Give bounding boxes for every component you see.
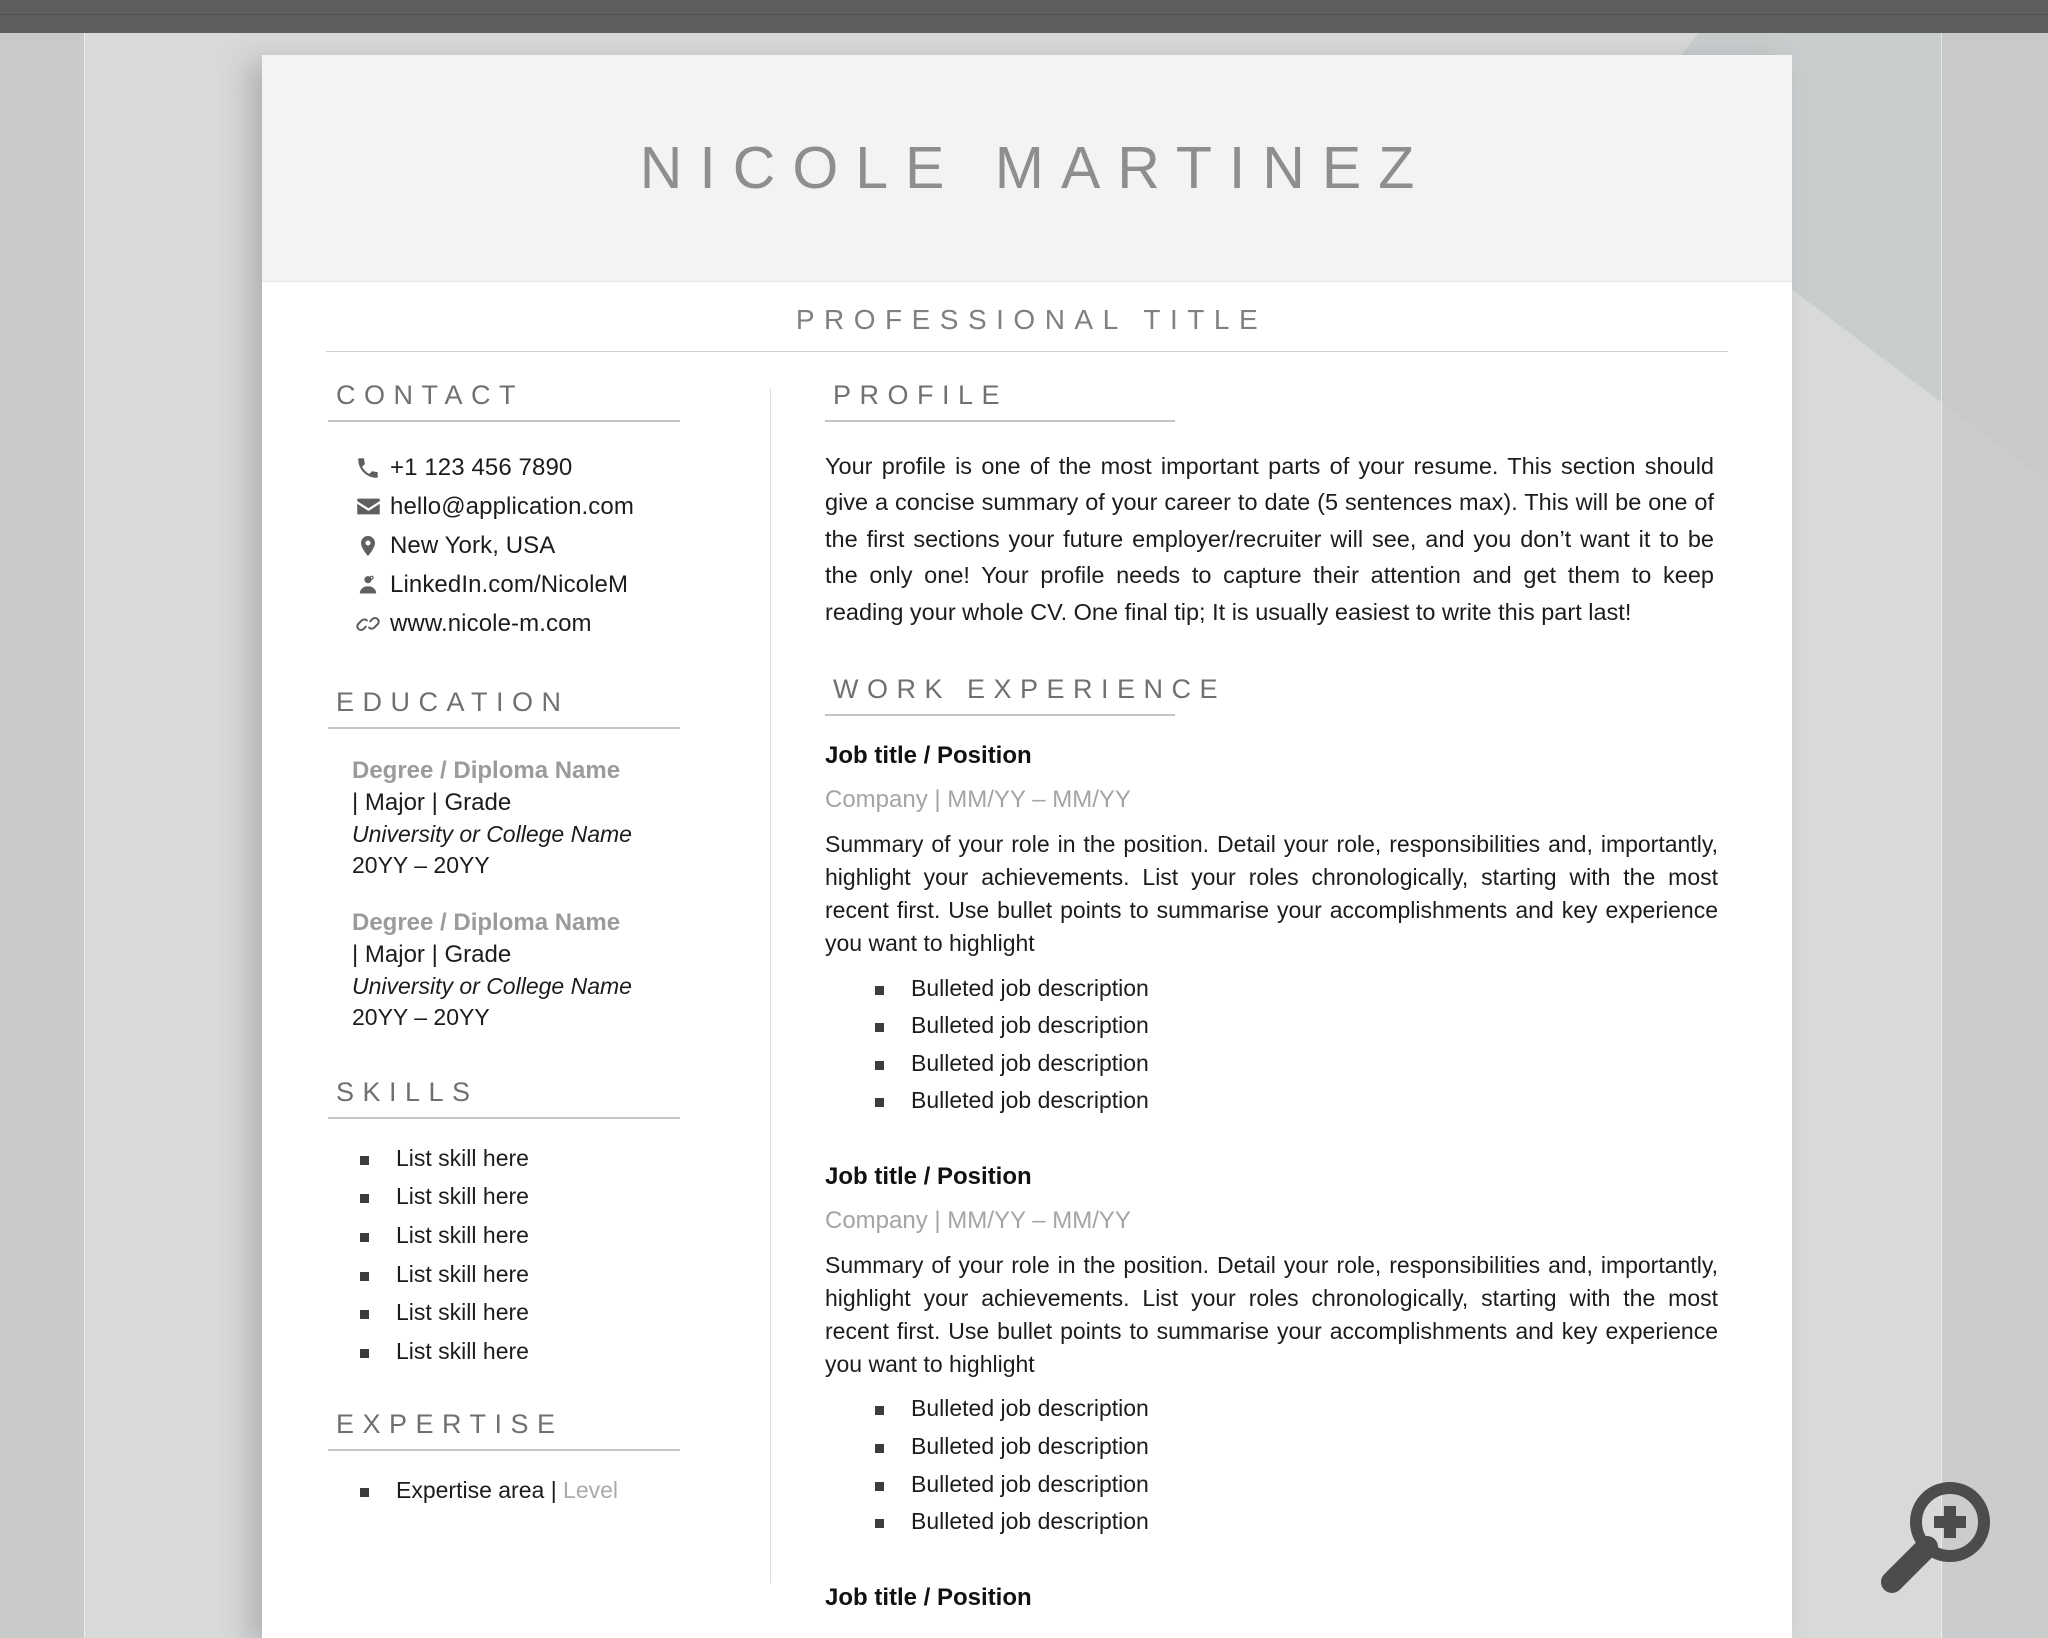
section-heading-contact: CONTACT bbox=[336, 380, 524, 410]
contact-row-email[interactable] bbox=[346, 487, 744, 526]
list-item: List skill here bbox=[338, 1183, 744, 1211]
expertise-area: Expertise area | bbox=[396, 1477, 557, 1504]
envelope-icon bbox=[346, 493, 390, 520]
job-summary: Summary of your role in the position. Detail your role, responsibilities and, importantly, highlight your achievements. List your roles chronologically, starting with the most recent first. Use bullet points to summarise your accomplishments and key experience you want to highlight bbox=[825, 831, 1718, 957]
section-heading-profile: PROFILE bbox=[833, 380, 1009, 410]
education-school: University or College Name bbox=[352, 821, 632, 848]
section-work-experience bbox=[825, 674, 1718, 1612]
top-bar bbox=[0, 0, 2048, 33]
section-heading-work-experience: WORK EXPERIENCE bbox=[833, 674, 1227, 705]
job-bullet-list bbox=[825, 1395, 1718, 1535]
list-item bbox=[338, 1477, 744, 1505]
section-education bbox=[328, 687, 744, 1033]
background-divider-left bbox=[84, 33, 85, 1638]
section-skills bbox=[328, 1077, 744, 1366]
list-item: List skill here bbox=[338, 1261, 744, 1289]
education-item bbox=[328, 907, 744, 1033]
job-title: Job title / Position bbox=[825, 742, 1032, 770]
name-banner bbox=[262, 55, 1792, 282]
education-degree: Degree / Diploma Name bbox=[352, 757, 621, 784]
education-item bbox=[328, 755, 744, 881]
expertise-level: Level bbox=[556, 1477, 619, 1504]
zoom-in-magnifier-icon[interactable] bbox=[1872, 1474, 2000, 1602]
list-item: List skill here bbox=[338, 1338, 744, 1366]
contact-value-linkedin: LinkedIn.com/NicoleM bbox=[390, 570, 629, 598]
list-item: Bulleted job description bbox=[853, 1395, 1718, 1423]
education-school: University or College Name bbox=[352, 973, 632, 1000]
list-item: List skill here bbox=[338, 1222, 744, 1250]
list-item: Bulleted job description bbox=[853, 1508, 1718, 1536]
resume-page bbox=[262, 55, 1792, 1638]
list-item: Bulleted job description bbox=[853, 1087, 1718, 1115]
education-major: | Major | Grade bbox=[352, 789, 512, 817]
list-item: Bulleted job description bbox=[853, 1433, 1718, 1461]
profile-text: Your profile is one of the most important parts of your resume. This section should give a concise summary of your career to date (5 sentences max). This will be one of the first sections your future employer/recruiter will see, and you don’t want it to be the only one! Your profile needs to capture their attention and get them to keep reading your whole CV. One final tip; It is usually easiest to write this part last! bbox=[825, 453, 1714, 625]
contact-row-linkedin[interactable] bbox=[346, 565, 744, 604]
professional-title: PROFESSIONAL TITLE bbox=[795, 304, 1268, 335]
resume-columns bbox=[262, 352, 1792, 1613]
job-company-dates: Company | MM/YY – MM/YY bbox=[825, 1206, 1131, 1234]
list-item: Bulleted job description bbox=[853, 1471, 1718, 1499]
background-divider-right bbox=[1941, 33, 1942, 1638]
contact-row-website[interactable] bbox=[346, 604, 744, 643]
list-item: Bulleted job description bbox=[853, 975, 1718, 1003]
job-title: Job title / Position bbox=[825, 1583, 1032, 1611]
section-contact bbox=[328, 380, 744, 643]
list-item: List skill here bbox=[338, 1145, 744, 1173]
contact-row-location[interactable] bbox=[346, 526, 744, 565]
education-degree: Degree / Diploma Name bbox=[352, 908, 621, 936]
top-bar-seam bbox=[0, 14, 2048, 15]
list-item: Bulleted job description bbox=[853, 1050, 1718, 1078]
list-item: List skill here bbox=[338, 1299, 744, 1327]
job-company-dates: Company | MM/YY – MM/YY bbox=[825, 786, 1131, 814]
section-heading-education: EDUCATION bbox=[336, 687, 570, 717]
sidebar-column bbox=[262, 380, 770, 1613]
job-title: Job title / Position bbox=[825, 1162, 1032, 1190]
skills-list bbox=[328, 1145, 744, 1366]
work-experience-item bbox=[825, 1163, 1718, 1536]
contact-value-phone: +1 123 456 7890 bbox=[390, 453, 573, 481]
section-expertise bbox=[328, 1409, 744, 1505]
contact-row-phone[interactable] bbox=[346, 448, 744, 487]
section-heading-expertise: EXPERTISE bbox=[336, 1409, 564, 1440]
main-column bbox=[771, 380, 1792, 1613]
work-experience-item bbox=[825, 742, 1718, 1115]
contact-list bbox=[328, 448, 744, 643]
contact-value-email: hello@application.com bbox=[390, 492, 634, 520]
person-icon bbox=[346, 572, 390, 597]
phone-icon bbox=[346, 455, 390, 481]
map-pin-icon bbox=[346, 533, 390, 559]
contact-value-website: www.nicole-m.com bbox=[390, 609, 592, 637]
list-item: Bulleted job description bbox=[853, 1012, 1718, 1040]
professional-title-block bbox=[262, 282, 1792, 352]
section-profile bbox=[825, 380, 1718, 630]
education-dates: 20YY – 20YY bbox=[352, 852, 490, 879]
page-title: NICOLE MARTINEZ bbox=[639, 135, 1432, 201]
job-bullet-list bbox=[825, 975, 1718, 1115]
background-left-strip bbox=[0, 33, 84, 1638]
link-icon bbox=[346, 611, 390, 637]
job-summary: Summary of your role in the position. Detail your role, responsibilities and, importantly, highlight your achievements. List your roles chronologically, starting with the most recent first. Use bullet points to summarise your accomplishments and key experience you want to highlight bbox=[825, 1251, 1718, 1378]
section-heading-skills: SKILLS bbox=[336, 1076, 479, 1107]
education-dates: 20YY – 20YY bbox=[352, 1004, 490, 1031]
expertise-list bbox=[328, 1477, 744, 1505]
work-experience-item bbox=[825, 1584, 1718, 1612]
contact-value-location: New York, USA bbox=[390, 531, 556, 559]
education-major: | Major | Grade bbox=[352, 941, 512, 969]
